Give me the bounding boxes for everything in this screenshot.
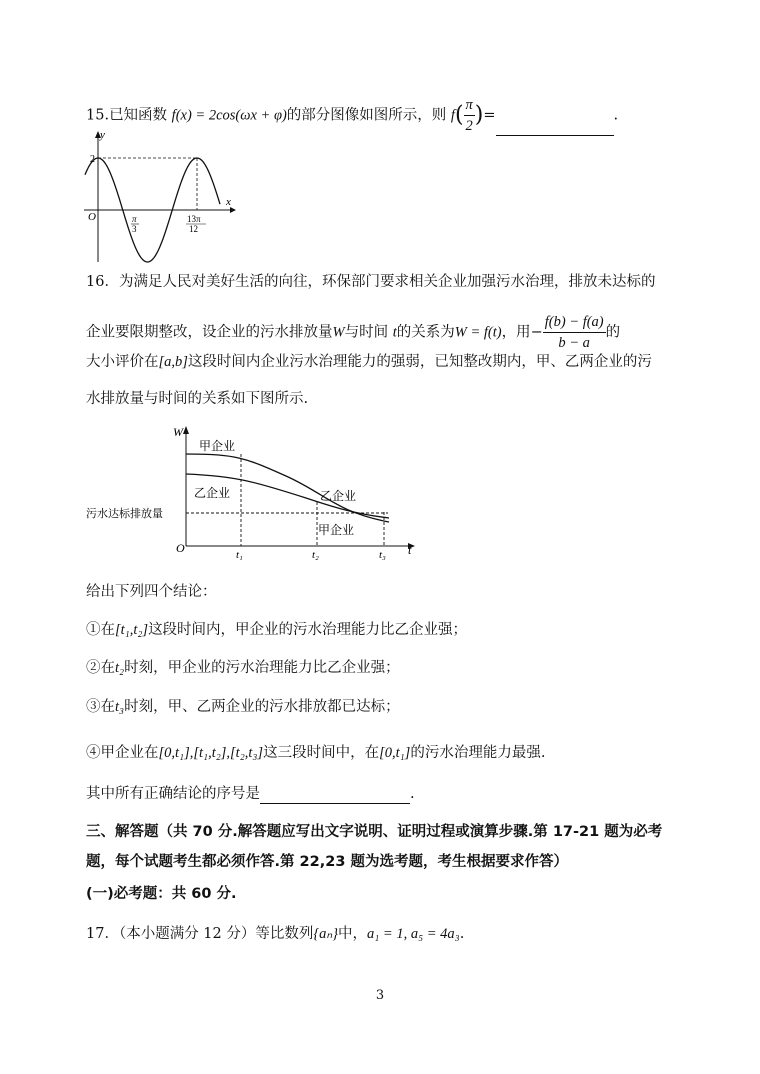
q15-end: . [613, 107, 619, 124]
q16-conclusion-1: ①在[t₁,t₂]这段时间内，甲企业的污水治理能力比乙企业强； [86, 622, 468, 638]
q15-x-tick2-num: 13π [187, 214, 201, 224]
legend-yi-right: 乙企业 [320, 489, 357, 503]
tick-t1: t₁ [236, 549, 243, 560]
q15-line: 15.已知函数 f(x) = 2cos(ωx + φ)的部分图像如图所示，则 f( $\frac{\pi}{2}$ )= . [86, 97, 619, 134]
q15-origin: O [88, 211, 96, 223]
q15-x-tick1-num: π [132, 214, 137, 224]
q17-condition: a₁ = 1, a₅ = 4a₃ [367, 926, 460, 942]
q17-text2: 中， [338, 926, 367, 942]
q15-y-label: y [100, 129, 105, 141]
standard-label: 污水达标排放量 [86, 507, 163, 520]
q16-text-2c: 的关系为 [396, 324, 455, 341]
q16-t: t [392, 324, 397, 341]
q16-answer-line: 其中所有正确结论的序号是 . [86, 786, 415, 802]
q16-origin: O [176, 541, 185, 555]
q16-interval: [a,b] [158, 354, 188, 370]
q16-number: 16． [86, 274, 119, 290]
q16-answer-prompt: 其中所有正确结论的序号是 [86, 786, 260, 802]
q16-text-2d: ，用 [501, 324, 531, 341]
q16-conclusion-4: ④甲企业在[0,t₁],[t₁,t₂],[t₂,t₃]这三段时间中，在[0,t₁]的污水治理能力最强. [86, 745, 546, 761]
q16-text-2e: 的 [605, 324, 621, 341]
q15-x-label: x [226, 196, 231, 208]
q15-text1: 已知函数 [109, 107, 168, 124]
q16-graph [86, 422, 420, 560]
q17-text1: （本小题满分 12 分）等比数列 [118, 926, 314, 942]
section3-heading-line1: 三、解答题（共 70 分.解答题应写出文字说明、证明过程或演算步骤.第 17-21 题为必考 [86, 824, 663, 840]
q16-line4: 水排放量与时间的关系如下图所示. [86, 391, 309, 407]
q16-conclusion-3: ③在t₃时刻，甲、乙两企业的污水排放都已达标； [86, 699, 400, 715]
q16-line3 [86, 352, 652, 372]
legend-jia-bottom: 甲企业 [318, 523, 355, 537]
q16-conclusion-2: ②在t₂时刻，甲企业的污水治理能力比乙企业强； [86, 660, 400, 676]
q15-graph [80, 128, 240, 264]
q16-line2: 企业要限期整改，设企业的污水排放量W与时间 t的关系为W = f(t)，用− $\frac{f(b) - f(a)}{b - a}$ 的 [86, 314, 621, 351]
tick-t3: t₃ [379, 549, 386, 560]
q16-line1 [86, 272, 655, 292]
legend-jia-top: 甲企业 [199, 439, 236, 453]
q16-text-line1: 为满足人民对美好生活的向往，环保部门要求相关企业加强污水治理，排放未达标的 [118, 274, 656, 290]
q15-x-tick2-den: 12 [189, 224, 198, 234]
section3-heading-line2: 题，每个试题考生都必须作答.第 22,23 题为选考题，考生根据要求作答） [86, 854, 568, 870]
q15-x-tick1-den: 3 [132, 224, 137, 234]
q17-sequence: {aₙ} [313, 926, 338, 942]
q15-y-tick: 2 [90, 154, 95, 165]
q15-text2: 的部分图像如图所示，则 [286, 107, 447, 124]
q16-text-2a: 企业要限期整改，设企业的污水排放量 [86, 324, 333, 341]
q15-ask-f: f [450, 107, 455, 124]
q16-text-3a: 大小评价在 [86, 354, 159, 370]
q16-conclusions-intro: 给出下列四个结论： [86, 584, 217, 600]
section3-subheading: (一)必考题：共 60 分. [86, 886, 237, 902]
page-number: 3 [375, 988, 385, 1003]
q16-relation: W = f(t) [454, 324, 502, 341]
q15-ask-frac: $\frac{\pi}{2}$ [465, 97, 473, 134]
legend-yi-left: 乙企业 [194, 486, 231, 500]
q16-y-label: W [173, 425, 183, 439]
q16-fraction: $\frac{f(b) - f(a)}{b - a}$ [544, 314, 604, 351]
q17-line: 17．（本小题满分 12 分）等比数列{aₙ}中，a₁ = 1, a₅ = 4a₃. [86, 926, 465, 942]
q16-text-3b: 这段时间内企业污水治理能力的强弱，已知整改期内，甲、乙两企业的污 [187, 354, 652, 370]
q17-number: 17． [86, 926, 119, 942]
q15-function: f(x) = 2cos(ωx + φ) [171, 107, 287, 124]
q16-x-label: t [408, 543, 412, 557]
q16-W: W [332, 324, 345, 341]
q15-number: 15. [86, 107, 110, 124]
q16-answer-blank [260, 803, 410, 804]
tick-t2: t₂ [312, 549, 319, 560]
q16-text-2b: 与时间 [344, 324, 389, 341]
q15-eq: = [483, 107, 496, 124]
q15-answer-blank [496, 135, 614, 136]
